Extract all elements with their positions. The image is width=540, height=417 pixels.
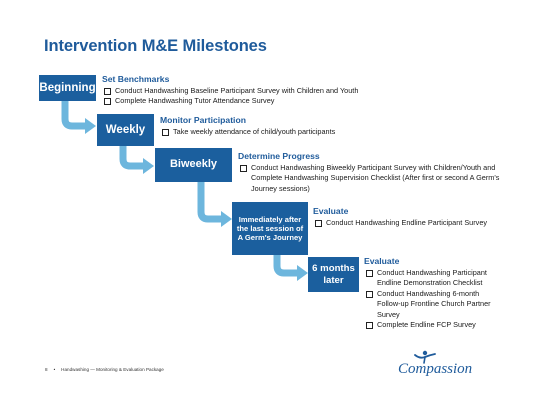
stage-box-biweekly: Biweekly <box>155 148 232 182</box>
checklist <box>313 218 513 228</box>
stage-heading: Set Benchmarks <box>102 74 170 84</box>
checkbox-icon <box>104 88 111 95</box>
checkbox-icon <box>315 220 322 227</box>
stage-content-biweekly <box>238 151 510 194</box>
checklist-item-text: Conduct Handwashing Biweekly Participant Survey with Children/Youth and Complete Handwashing Supervision Checklist (After first or second A Germ's Journey sessions) <box>251 163 500 193</box>
stage-box-weekly: Weekly <box>97 114 154 146</box>
arrow-connector-1 <box>60 101 100 135</box>
checklist <box>102 86 422 107</box>
arrow-connector-4 <box>272 255 312 283</box>
compassion-logo <box>396 350 496 382</box>
checkbox-icon <box>162 129 169 136</box>
page-number: 8 <box>45 367 48 372</box>
logo-text: Compassion <box>398 361 473 377</box>
checklist-item-text: Conduct Handwashing Baseline Participant Survey with Children and Youth <box>115 86 359 95</box>
checkbox-icon <box>366 322 373 329</box>
stage-heading: Evaluate <box>313 206 349 216</box>
stage-content-immediately-after <box>313 206 513 228</box>
checklist-item <box>364 320 504 330</box>
checklist-item <box>238 163 510 194</box>
checklist-item <box>160 127 400 137</box>
stage-heading: Evaluate <box>364 256 400 266</box>
checklist-item <box>364 268 504 289</box>
checklist-item <box>364 289 504 320</box>
checklist-item-text: Complete Handwashing Tutor Attendance Survey <box>115 96 275 106</box>
checkbox-icon <box>366 291 373 298</box>
stage-heading: Determine Progress <box>238 151 320 161</box>
stage-box-beginning: Beginning <box>39 75 96 101</box>
arrow-connector-2 <box>118 146 158 176</box>
checkbox-icon <box>240 165 247 172</box>
checklist-item <box>313 218 513 228</box>
stage-content-beginning <box>102 74 422 107</box>
checkbox-icon <box>366 270 373 277</box>
checklist-item <box>102 86 422 96</box>
checklist <box>160 127 400 137</box>
checklist-item-text: Complete Endline FCP Survey <box>377 320 476 330</box>
stage-box-immediately-after: Immediately after the last session of A Germ's Journey <box>232 202 308 255</box>
checklist-item-text: Conduct Handwashing Endline Participant Survey <box>326 218 488 227</box>
stage-box-6-months-later: 6 months later <box>308 257 359 292</box>
page-title: Intervention M&E Milestones <box>44 37 267 55</box>
stage-heading: Monitor Participation <box>160 115 246 125</box>
checklist-item-text: Take weekly attendance of child/youth participants <box>173 127 336 136</box>
arrow-connector-3 <box>196 182 236 228</box>
checkbox-icon <box>104 98 111 105</box>
stage-content-6-months-later <box>364 256 504 330</box>
page-footer <box>45 367 170 372</box>
checklist-item-text: Conduct Handwashing 6-month Follow-up Frontline Church Partner Survey <box>377 288 491 319</box>
checklist <box>364 268 504 330</box>
checklist-item-text: Conduct Handwashing Participant Endline Demonstration Checklist <box>377 268 487 288</box>
checklist <box>238 163 510 194</box>
footer-text: Handwashing — Monitoring & Evaluation Package <box>61 367 164 372</box>
stage-content-weekly <box>160 115 400 137</box>
checklist-item <box>102 96 422 106</box>
footer-bullet: • <box>53 367 56 372</box>
